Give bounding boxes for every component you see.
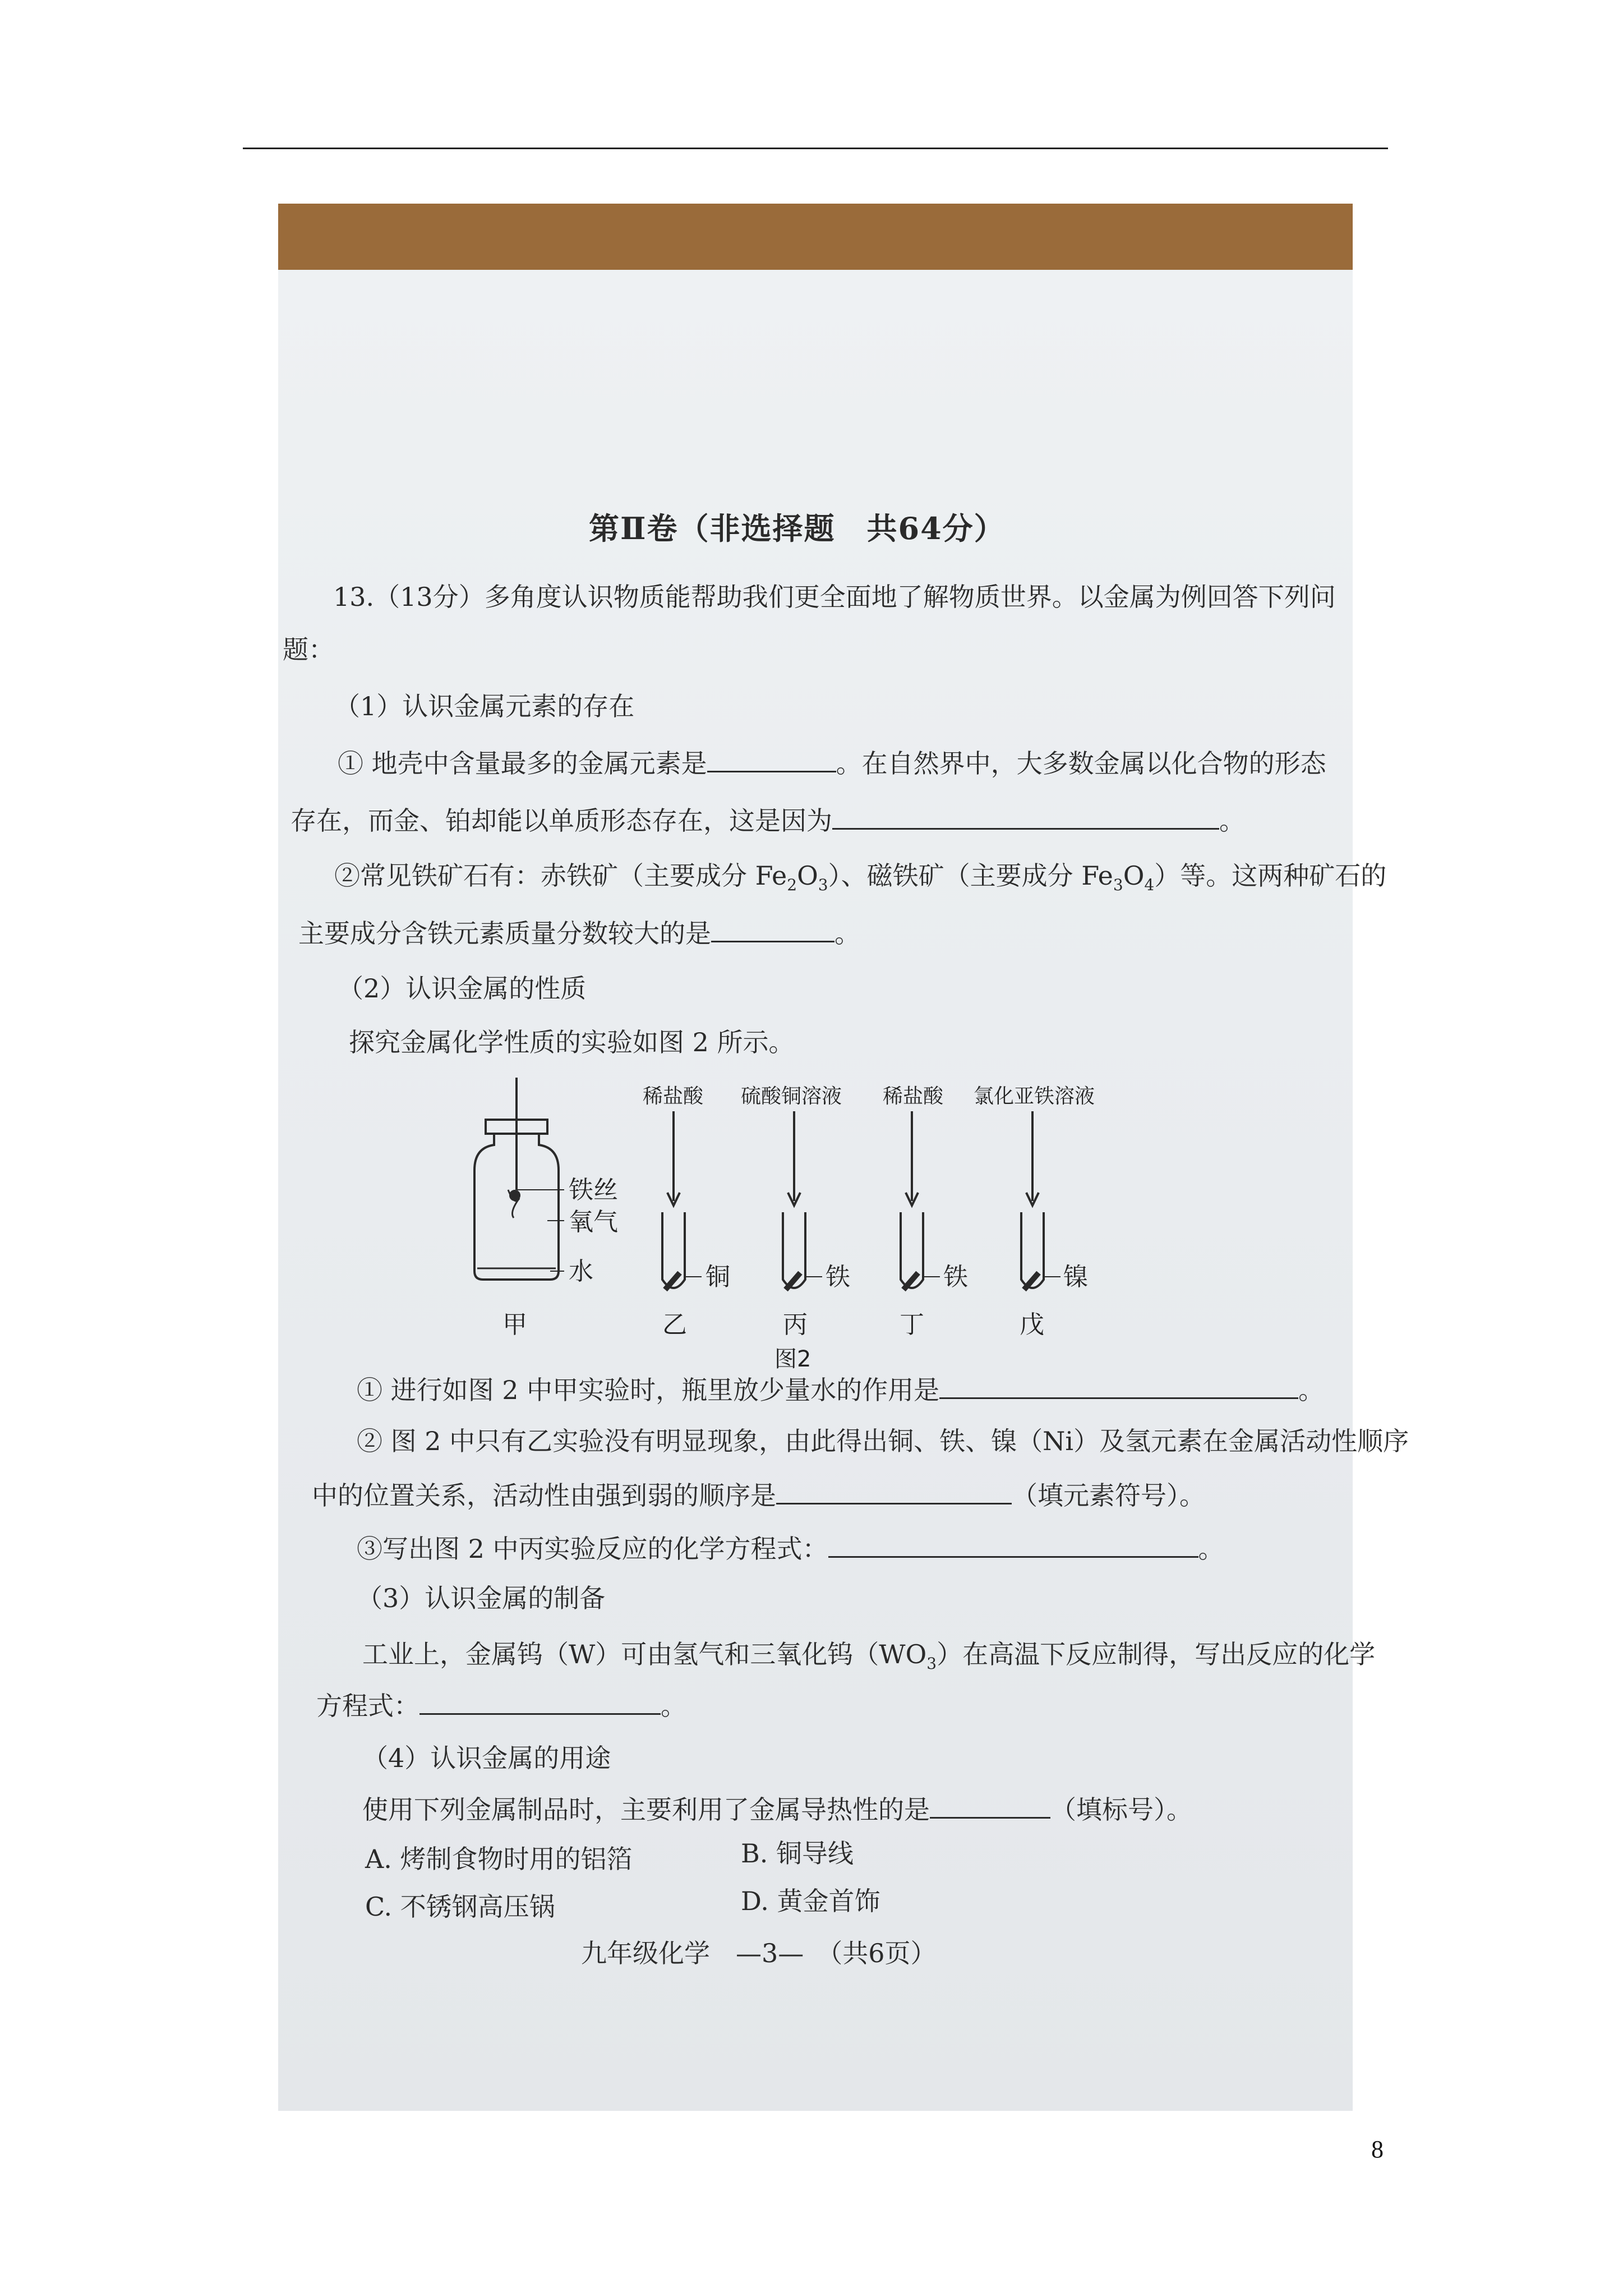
oxygen-symbol: O — [1123, 861, 1145, 891]
exam-paper — [278, 270, 1409, 2111]
page-footer: 九年级化学 —3— （共6页） — [581, 1938, 937, 1968]
p1-q2-text-d: 主要成分含铁元素质量分数较大的是 — [298, 918, 711, 949]
answer-blank-2[interactable] — [832, 807, 1219, 830]
metal-label-iron: 铁 — [826, 1263, 850, 1291]
metal-label-copper: 铜 — [706, 1263, 730, 1291]
p3-text-a: 工业上，金属钨（W）可由氢气和三氧化钨（WO — [362, 1639, 927, 1669]
answer-blank-5[interactable] — [776, 1481, 1012, 1504]
p2-q1-text: ① 进行如图 2 中甲实验时，瓶里放少量水的作用是 — [357, 1375, 940, 1405]
test-tube-bing — [783, 1111, 822, 1290]
subscript: 3 — [818, 876, 828, 894]
p1-q1-end: 。 — [1219, 806, 1245, 836]
part1-question2-line2 — [298, 918, 860, 949]
figure-2 — [446, 1078, 1232, 1381]
part1-question1-line1 — [338, 748, 1326, 779]
p1-q2-text-b: ）、磁铁矿（主要成分 Fe — [828, 861, 1113, 891]
part3-line2 — [316, 1692, 686, 1719]
test-tube-wu — [1021, 1111, 1061, 1290]
p2-q1-end: 。 — [1298, 1375, 1325, 1405]
test-tube-yi — [662, 1111, 702, 1290]
option-d: D. 黄金首饰 — [741, 1886, 880, 1916]
reagent-label-ferrous-chloride: 氯化亚铁溶液 — [974, 1085, 1095, 1108]
part2-question2-line1: ② 图 2 中只有乙实验没有明显现象，由此得出铜、铁、镍（Ni）及氢元素在金属活动性顺序 — [357, 1426, 1409, 1456]
subscript: 3 — [1113, 876, 1123, 894]
part1-heading: （1）认识金属元素的存在 — [334, 691, 635, 721]
experiment-label-wu: 戊 — [1020, 1310, 1044, 1339]
p1-q1-text-a: ① 地壳中含量最多的金属元素是 — [338, 748, 707, 779]
subscript: 3 — [926, 1654, 937, 1673]
answer-blank-8[interactable] — [930, 1796, 1050, 1819]
p1-q2-end: 。 — [834, 918, 860, 949]
p4-text: 使用下列金属制品时，主要利用了金属导热性的是 — [362, 1795, 930, 1825]
part3-heading: （3）认识金属的制备 — [357, 1583, 606, 1613]
reagent-label-dilute-hcl-2: 稀盐酸 — [883, 1085, 944, 1108]
part2-intro: 探究金属化学性质的实验如图 2 所示。 — [349, 1027, 795, 1057]
p2-q2-text: 中的位置关系，活动性由强到弱的顺序是 — [312, 1480, 776, 1511]
metal-label-nickel: 镍 — [1063, 1263, 1088, 1291]
part2-question2-line2 — [312, 1480, 1205, 1511]
p2-q2-end: （填元素符号）。 — [1012, 1480, 1205, 1511]
reagent-label-copper-sulfate: 硫酸铜溶液 — [741, 1085, 842, 1108]
metal-label-iron-2: 铁 — [943, 1263, 968, 1291]
experiment-label-bing: 丙 — [783, 1310, 808, 1339]
answer-blank-7[interactable] — [419, 1692, 661, 1715]
answer-blank-3[interactable] — [711, 919, 834, 942]
oxygen-symbol: O — [797, 861, 818, 891]
answer-blank-6[interactable] — [828, 1535, 1198, 1558]
experiment-label-jia: 甲 — [502, 1310, 527, 1339]
p1-q2-text-a: ②常见铁矿石有：赤铁矿（主要成分 Fe — [334, 861, 787, 891]
p2-q3-end: 。 — [1198, 1534, 1224, 1564]
p3-text-b: ）在高温下反应制得，写出反应的化学 — [937, 1639, 1376, 1669]
p1-q1-text-c: 存在，而金、铂却能以单质形态存在，这是因为 — [291, 806, 832, 836]
jar-label-water: 水 — [569, 1257, 593, 1286]
q13-intro: 13.（13分）多角度认识物质能帮助我们更全面地了解物质世界。以金属为例回答下列问 — [333, 582, 1336, 612]
p3-text-c: 方程式： — [316, 1691, 419, 1721]
gas-jar — [474, 1078, 564, 1280]
option-b: B. 铜导线 — [741, 1838, 854, 1869]
option-a: A. 烤制食物时用的铝箔 — [365, 1844, 633, 1874]
p2-q3-text: ③写出图 2 中丙实验反应的化学方程式： — [357, 1534, 828, 1564]
subscript: 2 — [787, 876, 797, 894]
p3-end: 。 — [661, 1691, 686, 1721]
part2-question3 — [357, 1535, 1224, 1562]
header-rule — [243, 148, 1388, 149]
experiment-label-yi: 乙 — [662, 1310, 687, 1339]
option-c: C. 不锈钢高压锅 — [365, 1892, 555, 1922]
part2-heading: （2）认识金属的性质 — [338, 973, 587, 1004]
p1-q1-text-b: 。在自然界中，大多数金属以化合物的形态 — [836, 748, 1326, 779]
section-title: 第Ⅱ卷（非选择题 共64分） — [589, 510, 1006, 546]
jar-label-oxygen: 氧气 — [569, 1208, 618, 1236]
experiment-label-ding: 丁 — [900, 1310, 924, 1339]
p1-q2-text-c: ）等。这两种矿石的 — [1154, 861, 1387, 891]
q13-intro-cont: 题： — [283, 634, 334, 665]
page-number: 8 — [1371, 2136, 1384, 2163]
part3-line1 — [362, 1639, 1376, 1673]
part1-question1-line2 — [291, 807, 1245, 834]
p4-end: （填标号）。 — [1050, 1795, 1192, 1825]
part2-question1 — [357, 1376, 1324, 1403]
figure-caption: 图2 — [774, 1346, 811, 1372]
jar-label-iron-wire: 铁丝 — [569, 1176, 618, 1204]
part4-question — [362, 1796, 1192, 1823]
part1-question2-line1 — [334, 861, 1387, 894]
answer-blank-1[interactable] — [707, 749, 836, 772]
part4-heading: （4）认识金属的用途 — [362, 1743, 611, 1773]
reagent-label-dilute-hcl: 稀盐酸 — [643, 1085, 704, 1108]
test-tube-ding — [901, 1111, 940, 1290]
subscript: 4 — [1144, 876, 1155, 894]
exam-photo — [278, 204, 1409, 2111]
answer-blank-4[interactable] — [939, 1376, 1298, 1399]
